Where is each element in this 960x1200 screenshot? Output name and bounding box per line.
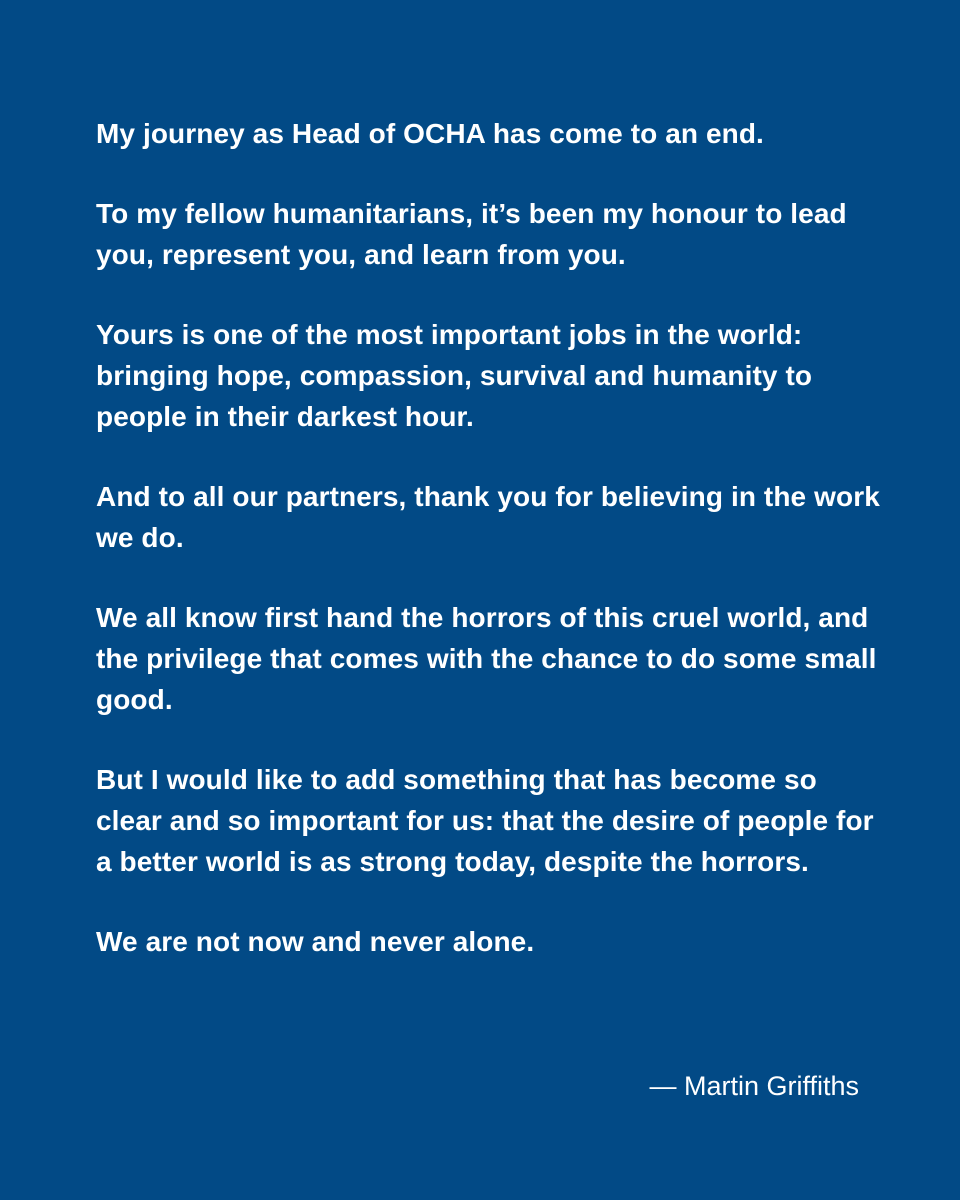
message-paragraph-5: We all know first hand the horrors of this cruel world, and the privilege that comes with the chance to do some small good. — [96, 602, 877, 715]
message-paragraph-1: My journey as Head of OCHA has come to an end. — [96, 118, 764, 149]
message-paragraph-6: But I would like to add something that has become so clear and so important for us: that the desire of people for a better world is as strong today, despite the horrors. — [96, 764, 874, 877]
message-paragraph-3: Yours is one of the most important jobs in the world: bringing hope, compassion, survival and humanity to people in their darkest hour. — [96, 319, 813, 432]
farewell-message — [96, 113, 886, 1001]
message-paragraph-4: And to all our partners, thank you for believing in the work we do. — [96, 481, 880, 553]
signature: — Martin Griffiths — [649, 1071, 859, 1101]
message-paragraph-2: To my fellow humanitarians, it’s been my honour to lead you, represent you, and learn from you. — [96, 198, 847, 270]
message-paragraph-7: We are not now and never alone. — [96, 926, 535, 957]
